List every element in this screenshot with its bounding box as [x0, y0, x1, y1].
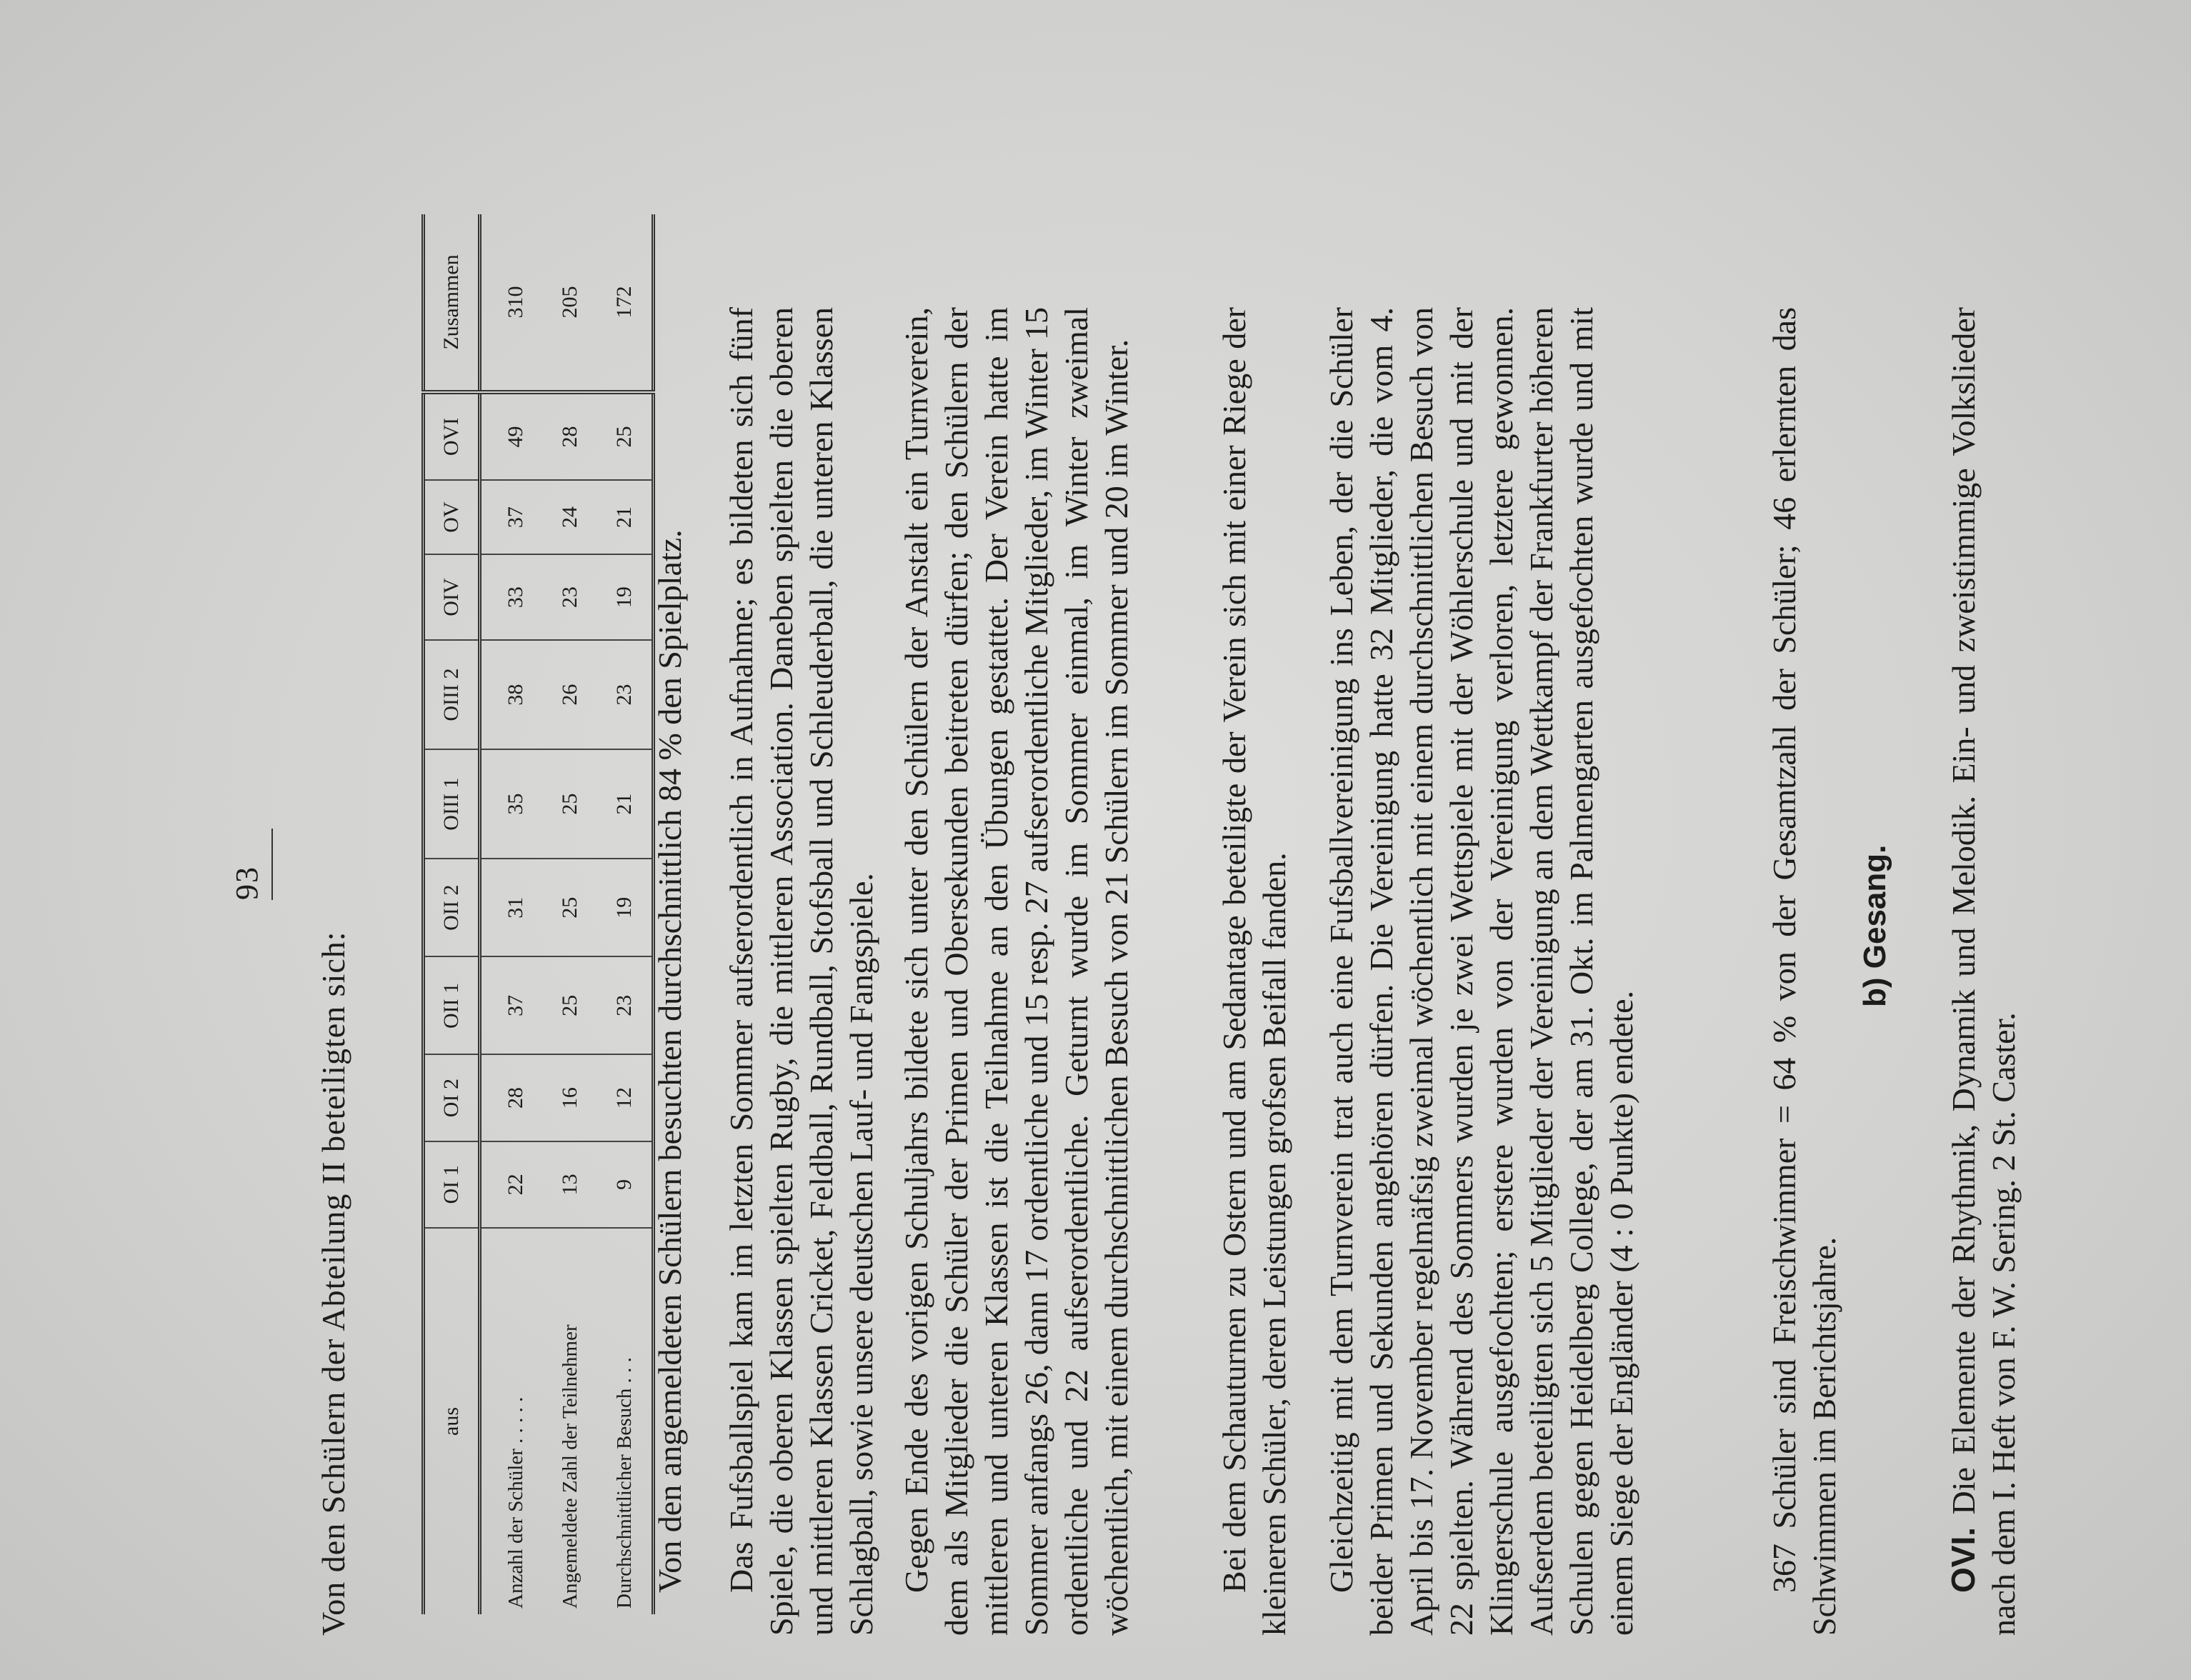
- header-oi2: OI 2: [424, 1055, 480, 1141]
- paragraph-football: Das Fufsballspiel kam im letzten Sommer aufserordentlich in Aufnahme; es bildeten sich fünf Spiele, die oberen Klassen spielten Rugby, die mittleren Association. Daneben spielten die oberen und mittleren Klassen Cricket, Feldball, Rundball, Stofsball und Schleuderball, die unteren Klassen Schlagball, sowie unsere deutschen Lauf- und Fangspiele.: [723, 307, 879, 1636]
- table-cell: 33: [480, 554, 544, 640]
- table-cell: 23: [543, 554, 597, 640]
- table-cell-total: 172: [597, 214, 654, 392]
- table-cell: 9: [597, 1141, 654, 1228]
- table-cell: 28: [543, 392, 597, 480]
- header-ov: OV: [424, 480, 480, 554]
- header-oiii2: OIII 2: [424, 640, 480, 749]
- paragraph-attendance-average: Von den angemeldeten Schülern besuchten durchschnittlich 84 % den Spielplatz.: [652, 529, 688, 1593]
- header-oii1: OII 1: [424, 956, 480, 1054]
- section-heading-gesang: b) Gesang.: [1857, 844, 1892, 1007]
- table-cell: 31: [480, 859, 544, 956]
- paragraph-ovi-text: Die Elemente der Rhythmik, Dynamik und Melodik. Ein- und zweistimmige Volkslieder nach dem I. Heft von F. W. Sering. 2 St. Caster.: [1945, 306, 2022, 1636]
- table-row: [597, 214, 654, 1614]
- table-cell: 21: [597, 480, 654, 554]
- paragraph-swimming: 367 Schüler sind Freischwimmer = 64 % von der Gesamtzahl der Schüler; 46 erlernten das Schwimmen im Berichtsjahre.: [1766, 307, 1842, 1636]
- table-cell-total: 205: [543, 214, 597, 392]
- row-label: Angemeldete Zahl der Teilnehmer: [558, 1324, 582, 1609]
- table-cell: 49: [480, 392, 544, 480]
- table-cell: 26: [543, 640, 597, 749]
- table-cell: 21: [597, 749, 654, 859]
- table-cell: 16: [543, 1055, 597, 1141]
- header-ovi: OVI: [424, 392, 480, 480]
- table-cell: 28: [480, 1055, 544, 1141]
- participation-table: [421, 214, 655, 1614]
- header-oiii1: OIII 1: [424, 749, 480, 859]
- table-cell: 37: [480, 480, 544, 554]
- table-cell: 12: [597, 1055, 654, 1141]
- table-intro: Von den Schülern der Abteilung II beteiligten sich:: [315, 931, 351, 1636]
- row-label: Durchschnittlicher Besuch . . .: [597, 1228, 654, 1614]
- table-cell: 13: [543, 1141, 597, 1228]
- row-label: Anzahl der Schüler . . . . .: [504, 1396, 527, 1609]
- table-cell: 35: [480, 749, 544, 859]
- header-oi1: OI 1: [424, 1141, 480, 1228]
- table-cell: 25: [597, 392, 654, 480]
- header-oiv: OIV: [424, 554, 480, 640]
- table-cell: 25: [543, 859, 597, 956]
- header-oii2: OII 2: [424, 859, 480, 956]
- table-cell-total: 310: [480, 214, 544, 392]
- table-cell: 25: [543, 956, 597, 1054]
- page-number: 93: [229, 866, 264, 900]
- table-row: [543, 214, 597, 1614]
- paragraph-turnverein: Gegen Ende des vorigen Schuljahrs bildete sich unter den Schülern der Anstalt ein Turnverein, dem als Mitglieder die Schüler der Primen und Obersekunden beitreten dürfen; den Schülern der mittleren und unteren Klassen ist die Teilnahme an den Übungen gestattet. Der Verein hatte im Sommer anfangs 26, dann 17 ordentliche und 15 resp. 27 aufserordentliche Mitglieder, im Winter 15 ordentliche und 22 aufserordentliche. Geturnt wurde im Sommer einmal, im Winter zweimal wöchentlich, mit einem durchschnittlichen Besuch von 21 Schülern im Sommer und 20 im Winter.: [898, 307, 1134, 1636]
- table-cell: 38: [480, 640, 544, 749]
- table-cell: 23: [597, 956, 654, 1054]
- table-cell: 22: [480, 1141, 544, 1228]
- table-cell: 25: [543, 749, 597, 859]
- table-cell: 23: [597, 640, 654, 749]
- table-cell: 24: [543, 480, 597, 554]
- rotated-page-content: [229, 193, 2022, 1636]
- paragraph-ovi-singing: [1943, 307, 2024, 1636]
- class-label-ovi: OVI.: [1945, 1526, 1982, 1593]
- header-aus: aus: [424, 1228, 480, 1614]
- paragraph-fussballvereinigung: Gleichzeitig mit dem Turnverein trat auch eine Fufsballvereinigung ins Leben, der die Schüler beider Primen und Sekunden angehören dürfen. Die Vereinigung hatte 32 Mitglieder, die vom 4. April bis 17. November regelmäfsig zweimal wöchentlich mit einem durchschnittlichen Besuch von 22 spielten. Während des Sommers wurden je zwei Wettspiele mit der Wöhlerschule und mit der Klingerschule ausgefochten; erstere wurden von der Vereinigung verloren, letztere gewonnen. Aufserdem beteiligten sich 5 Mitglieder der Vereinigung an dem Wettkampf der Frankfurter höheren Schulen gegen Heidelberg College, der am 31. Okt. im Palmengarten ausgefochten wurde und mit einem Siege der Engländer (4 : 0 Punkte) endete.: [1323, 307, 1639, 1636]
- page-number-rule: [271, 829, 273, 900]
- table-cell: 19: [597, 859, 654, 956]
- header-zusammen: Zusammen: [424, 214, 480, 392]
- table-cell: 37: [480, 956, 544, 1054]
- paragraph-schauturnen: Bei dem Schauturnen zu Ostern und am Sedantage beteiligte der Verein sich mit einer Riege der kleineren Schüler, deren Leistungen grofsen Beifall fanden.: [1216, 307, 1292, 1636]
- table-row: [480, 214, 544, 1614]
- table-cell: 19: [597, 554, 654, 640]
- table-header-row: [424, 214, 480, 1614]
